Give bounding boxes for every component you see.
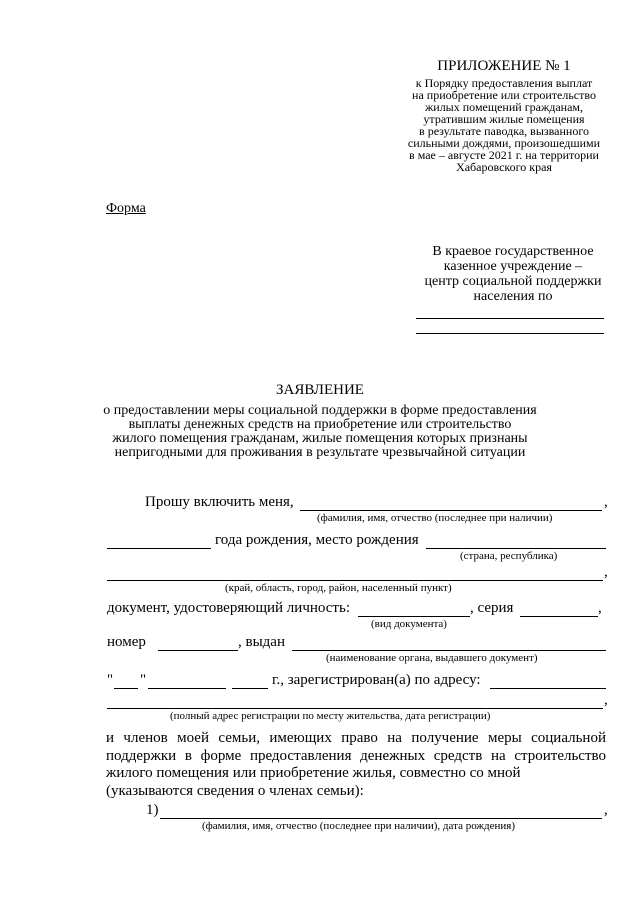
- comma: ,: [604, 802, 608, 818]
- subheading-line: жилого помещения гражданам, жилые помещения которых признаны: [112, 431, 528, 446]
- birth-country-field[interactable]: [426, 548, 606, 549]
- hint-fio: (фамилия, имя, отчество (последнее при наличии): [317, 512, 553, 524]
- appendix-line: жилых помещений гражданам,: [424, 100, 584, 114]
- date-quote-close: ": [140, 672, 147, 688]
- family-text-last: (указываются сведения о членах семьи):: [106, 782, 364, 799]
- hint-region: (край, область, город, район, населенный пункт): [225, 582, 452, 594]
- date-day-field[interactable]: [114, 688, 138, 689]
- comma: ,: [598, 600, 602, 616]
- date-quote-open: ": [107, 672, 114, 688]
- member-1-field[interactable]: [160, 818, 602, 819]
- number-label: номер: [107, 634, 146, 650]
- fio-field[interactable]: [300, 510, 602, 511]
- member-number: 1): [146, 802, 159, 818]
- appendix-line: утратившим жилые помещения: [423, 112, 585, 126]
- appendix-block: [390, 57, 618, 173]
- hint-country: (страна, республика): [460, 550, 558, 562]
- birth-region-field[interactable]: [107, 580, 603, 581]
- id-doc-label: документ, удостоверяющий личность:: [107, 600, 350, 616]
- appendix-line: сильными дождями, произошедшими: [407, 136, 601, 150]
- appendix-title: ПРИЛОЖЕНИЕ № 1: [437, 58, 571, 74]
- subheading-line: выплаты денежных средств на приобретение или строительство: [128, 417, 512, 432]
- appendix-line: Хабаровского края: [456, 160, 552, 174]
- addressee-line: населения по: [473, 289, 553, 304]
- date-month-field[interactable]: [148, 688, 226, 689]
- document-heading: ЗАЯВЛЕНИЕ: [276, 382, 364, 398]
- issued-label: , выдан: [238, 634, 285, 650]
- reg-address-field[interactable]: [490, 688, 606, 689]
- appendix-line: в результате паводка, вызванного: [419, 124, 589, 138]
- hint-address: (полный адрес регистрации по месту жительства, дата регистрации): [170, 710, 491, 722]
- registered-label: г., зарегистрирован(а) по адресу:: [272, 672, 481, 688]
- doc-type-field[interactable]: [358, 616, 470, 617]
- hint-issuer: (наименование органа, выдавшего документ): [326, 652, 538, 664]
- subheading-line: непригодными для проживания в результате чрезвычайной ситуации: [114, 445, 526, 460]
- comma: ,: [604, 494, 608, 510]
- doc-series-field[interactable]: [520, 616, 598, 617]
- addressee-blank-2[interactable]: [416, 333, 604, 334]
- hint-member: (фамилия, имя, отчество (последнее при наличии), дата рождения): [202, 820, 516, 832]
- appendix-line: в мае – августе 2021 г. на территории: [409, 148, 599, 162]
- addressee-line: казенное учреждение –: [443, 259, 583, 274]
- comma: ,: [604, 564, 608, 580]
- appendix-line: к Порядку предоставления выплат: [415, 76, 593, 90]
- doc-issuer-field[interactable]: [292, 650, 606, 651]
- addressee-line: центр социальной поддержки: [424, 274, 602, 289]
- document-subheading: [100, 404, 540, 460]
- form-label: Форма: [106, 201, 146, 216]
- subheading-line: о предоставлении меры социальной поддержки в форме предоставления: [103, 403, 537, 418]
- birth-year-field[interactable]: [107, 548, 211, 549]
- family-paragraph: [106, 730, 606, 800]
- doc-number-field[interactable]: [158, 650, 238, 651]
- addressee-blank-1[interactable]: [416, 318, 604, 319]
- addressee-block: [400, 244, 626, 304]
- appendix-line: на приобретение или строительство: [412, 88, 596, 102]
- request-label: Прошу включить меня,: [145, 494, 294, 510]
- family-text: и членов моей семьи, имеющих право на получение меры социальной поддержки в форме предоставления денежных средств на строительство жилого помещения или приобретение жилья, совместно со мной: [106, 730, 606, 781]
- reg-address-field-2[interactable]: [107, 708, 603, 709]
- series-label: , серия: [470, 600, 514, 616]
- addressee-line: В краевое государственное: [432, 244, 594, 259]
- comma: ,: [604, 692, 608, 708]
- birth-label: года рождения, место рождения: [215, 532, 419, 548]
- hint-doc-type: (вид документа): [371, 618, 447, 630]
- date-year-field[interactable]: [232, 688, 268, 689]
